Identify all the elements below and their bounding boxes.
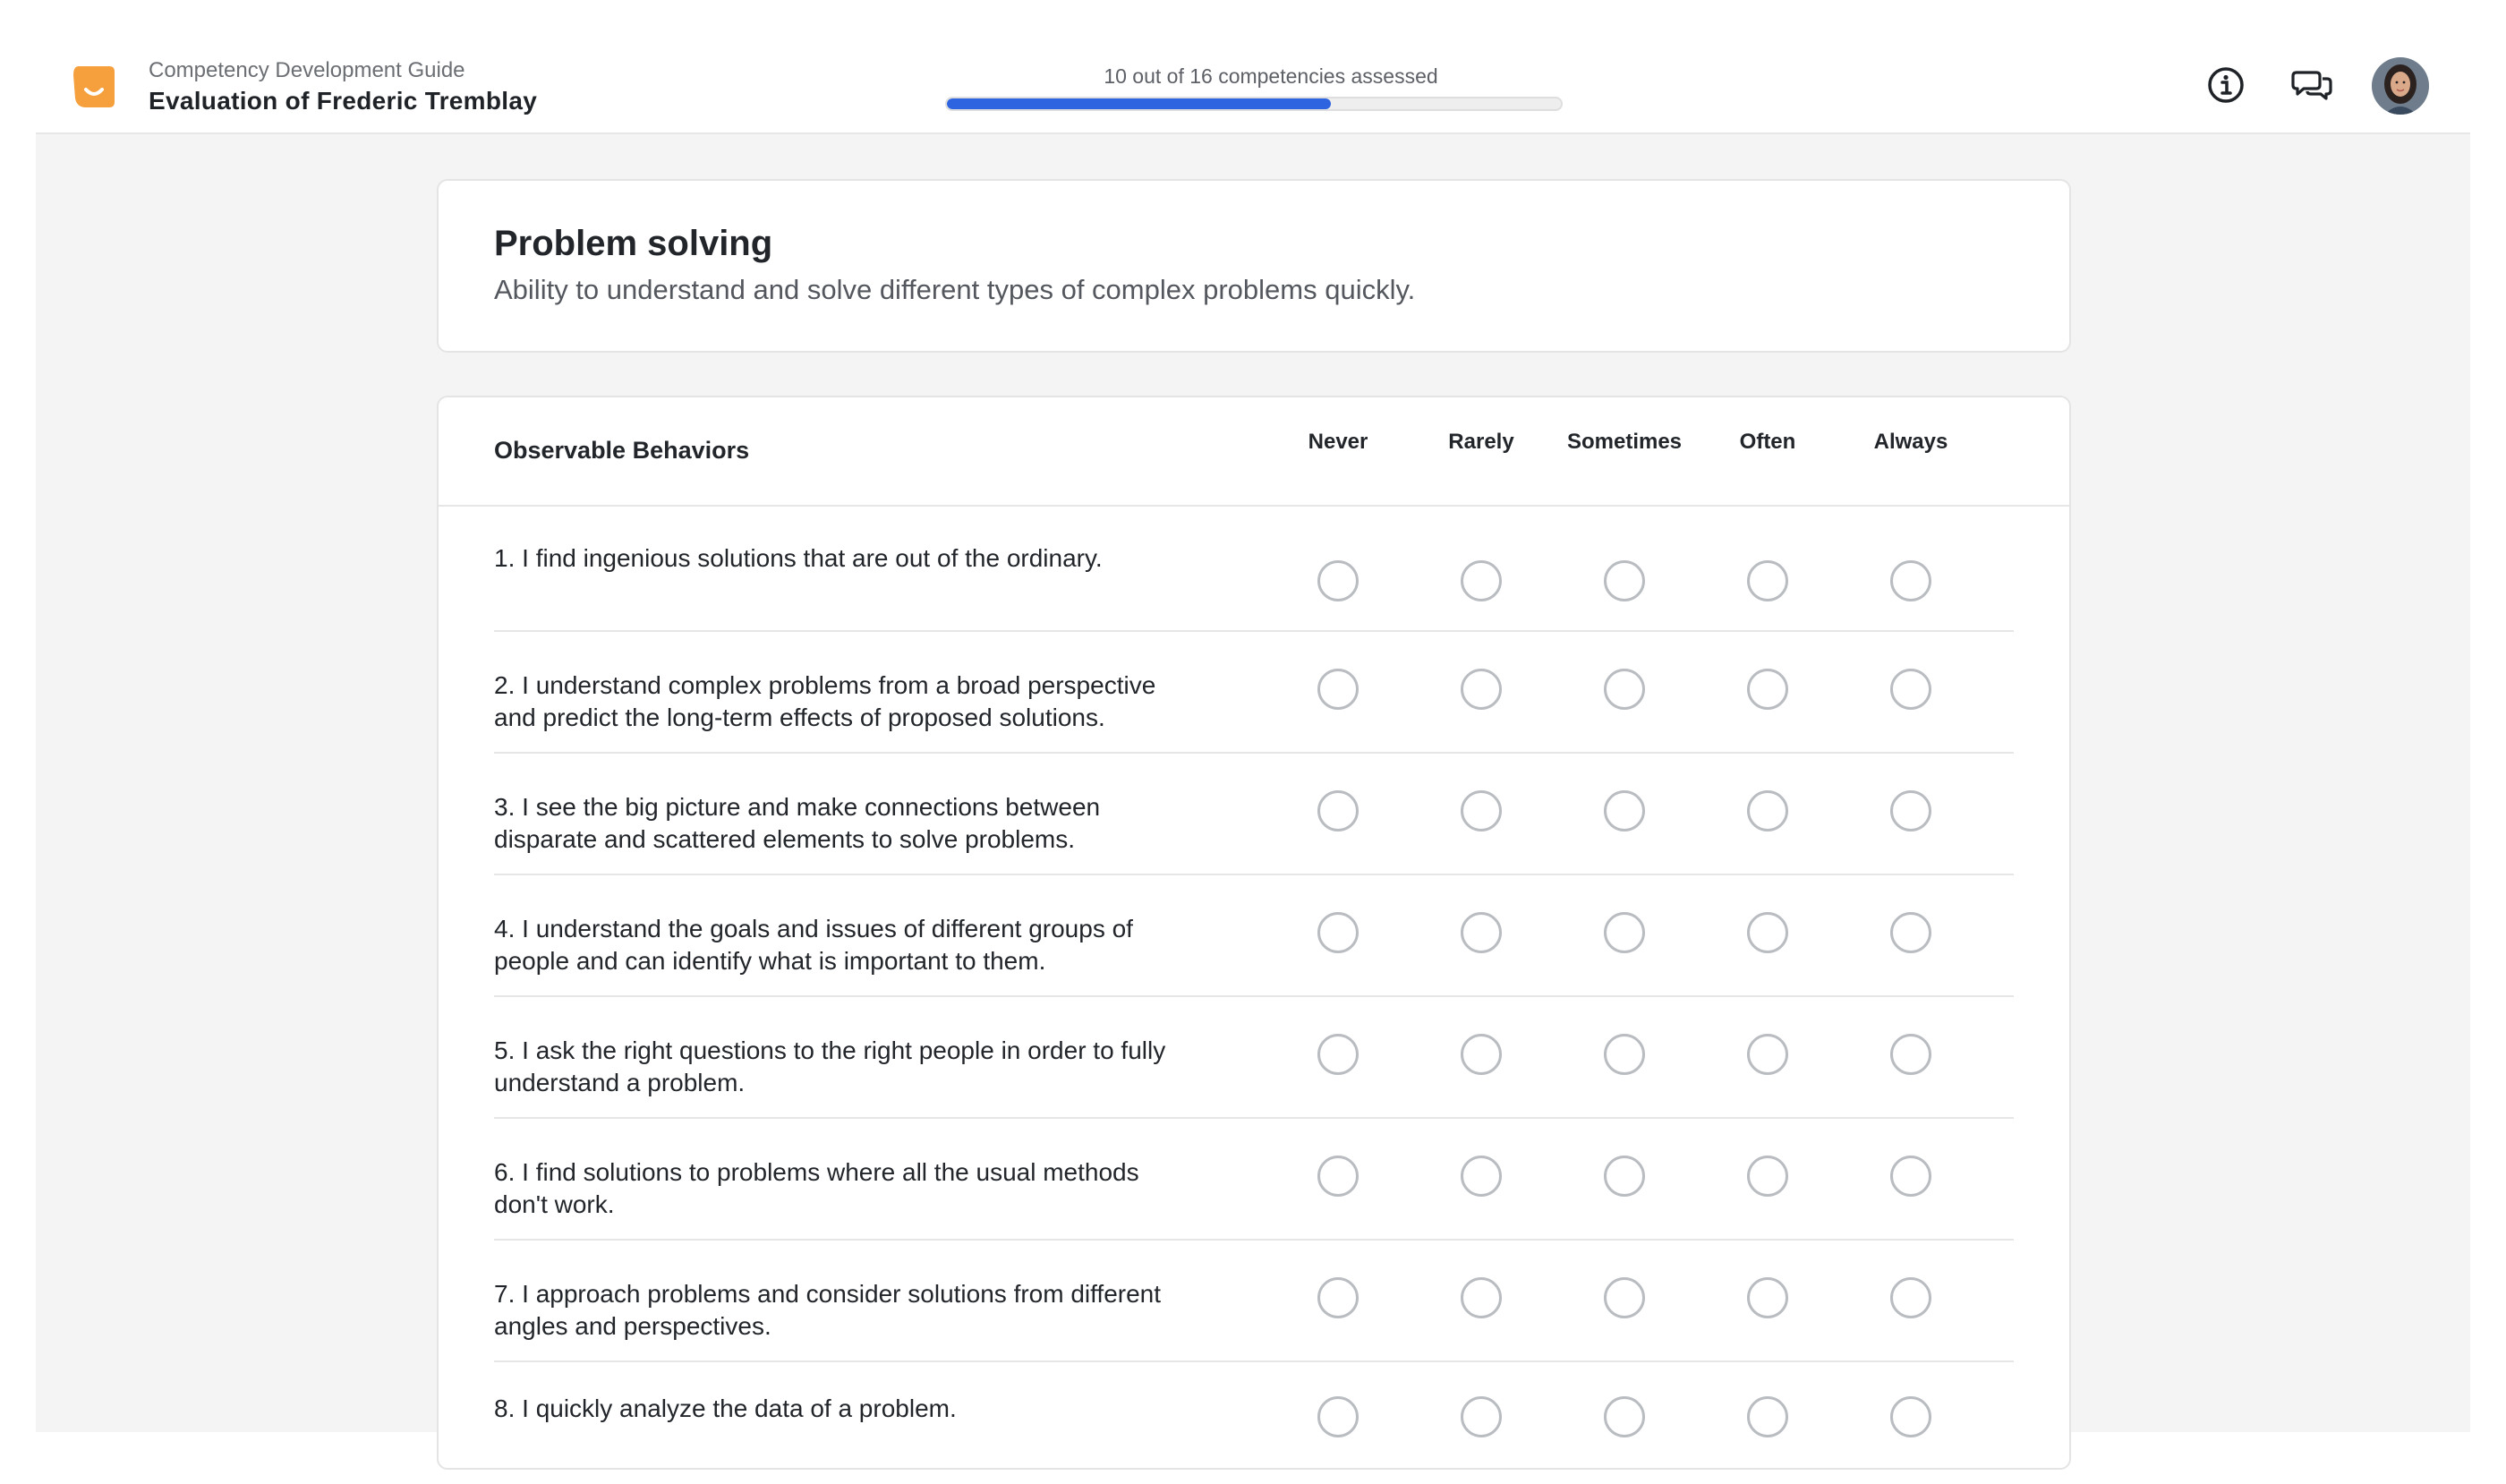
behavior-text <box>494 1156 1228 1221</box>
radio-never[interactable] <box>1317 790 1359 832</box>
radio-sometimes[interactable] <box>1604 1277 1645 1318</box>
competency-description: Ability to understand and solve different types of complex problems quickly. <box>494 274 1416 305</box>
radio-rarely[interactable] <box>1461 560 1502 601</box>
radio-sometimes[interactable] <box>1604 1034 1645 1075</box>
table-row <box>494 507 2014 632</box>
table-header <box>439 397 2069 507</box>
progress-bar-fill <box>947 98 1331 109</box>
column-rarely: Rarely <box>1448 430 1514 454</box>
radio-rarely[interactable] <box>1461 1156 1502 1197</box>
radio-sometimes[interactable] <box>1604 790 1645 832</box>
behavior-text-line: 6. I find solutions to problems where all the usual methods <box>494 1158 1139 1186</box>
behavior-text-line: 2. I understand complex problems from a broad perspective <box>494 671 1156 699</box>
top-bar <box>36 0 2470 134</box>
user-avatar[interactable] <box>2372 57 2429 115</box>
info-icon[interactable] <box>2205 64 2246 106</box>
radio-never[interactable] <box>1317 669 1359 710</box>
behavior-text <box>494 913 1228 977</box>
radio-rarely[interactable] <box>1461 1277 1502 1318</box>
competency-title: Problem solving <box>494 224 773 263</box>
table-row <box>494 875 2014 997</box>
radio-always[interactable] <box>1890 790 1931 832</box>
radio-always[interactable] <box>1890 560 1931 601</box>
radio-rarely[interactable] <box>1461 1034 1502 1075</box>
column-never: Never <box>1308 430 1368 454</box>
radio-sometimes[interactable] <box>1604 560 1645 601</box>
radio-often[interactable] <box>1747 1034 1788 1075</box>
radio-always[interactable] <box>1890 912 1931 953</box>
table-row <box>494 1119 2014 1241</box>
behavior-text-line: people and can identify what is important to them. <box>494 947 1046 975</box>
radio-never[interactable] <box>1317 560 1359 601</box>
behavior-text-line: 4. I understand the goals and issues of different groups of <box>494 915 1133 942</box>
radio-never[interactable] <box>1317 912 1359 953</box>
behavior-text-line: 1. I find ingenious solutions that are out of the ordinary. <box>494 544 1103 572</box>
behavior-text <box>494 1278 1228 1343</box>
radio-often[interactable] <box>1747 790 1788 832</box>
table-row <box>494 1362 2014 1484</box>
progress-label: 10 out of 16 competencies assessed <box>1104 64 1438 88</box>
radio-rarely[interactable] <box>1461 912 1502 953</box>
observable-behaviors-heading: Observable Behaviors <box>494 437 750 464</box>
logo-icon <box>73 63 115 109</box>
radio-sometimes[interactable] <box>1604 669 1645 710</box>
table-row <box>494 632 2014 754</box>
radio-sometimes[interactable] <box>1604 1156 1645 1197</box>
radio-always[interactable] <box>1890 1396 1931 1437</box>
radio-always[interactable] <box>1890 1156 1931 1197</box>
column-often: Often <box>1739 430 1796 454</box>
radio-never[interactable] <box>1317 1396 1359 1437</box>
behavior-text-line: understand a problem. <box>494 1069 746 1096</box>
competency-card <box>437 179 2071 353</box>
column-sometimes: Sometimes <box>1566 430 1683 454</box>
table-row <box>494 997 2014 1119</box>
column-always: Always <box>1873 430 1948 454</box>
guide-title: Competency Development Guide <box>149 58 465 82</box>
radio-sometimes[interactable] <box>1604 1396 1645 1437</box>
behavior-text <box>494 670 1228 734</box>
behavior-text-line: disparate and scattered elements to solve problems. <box>494 825 1076 853</box>
app-frame <box>36 0 2470 1432</box>
radio-always[interactable] <box>1890 1277 1931 1318</box>
radio-often[interactable] <box>1747 669 1788 710</box>
radio-often[interactable] <box>1747 1396 1788 1437</box>
behavior-text <box>494 1035 1228 1099</box>
evaluation-title: Evaluation of Frederic Tremblay <box>149 87 538 115</box>
progress-bar <box>945 97 1563 111</box>
radio-sometimes[interactable] <box>1604 912 1645 953</box>
radio-rarely[interactable] <box>1461 790 1502 832</box>
radio-always[interactable] <box>1890 1034 1931 1075</box>
radio-rarely[interactable] <box>1461 669 1502 710</box>
radio-never[interactable] <box>1317 1277 1359 1318</box>
behavior-text <box>494 542 1228 575</box>
behavior-text-line: 7. I approach problems and consider solutions from different <box>494 1280 1162 1308</box>
radio-never[interactable] <box>1317 1156 1359 1197</box>
radio-often[interactable] <box>1747 1277 1788 1318</box>
behavior-text-line: 3. I see the big picture and make connections between <box>494 793 1101 821</box>
behavior-text-line: 5. I ask the right questions to the right people in order to fully <box>494 1036 1166 1064</box>
behaviors-table <box>437 396 2071 1470</box>
radio-always[interactable] <box>1890 669 1931 710</box>
behavior-text-line: and predict the long-term effects of proposed solutions. <box>494 704 1105 731</box>
behavior-text-line: angles and perspectives. <box>494 1312 771 1340</box>
chat-icon[interactable] <box>2291 64 2332 106</box>
radio-often[interactable] <box>1747 560 1788 601</box>
radio-often[interactable] <box>1747 912 1788 953</box>
behavior-text-line: 8. I quickly analyze the data of a problem. <box>494 1394 957 1422</box>
radio-never[interactable] <box>1317 1034 1359 1075</box>
behavior-text-line: don't work. <box>494 1190 615 1218</box>
radio-often[interactable] <box>1747 1156 1788 1197</box>
table-row <box>494 1241 2014 1362</box>
behavior-text <box>494 1393 1228 1425</box>
table-row <box>494 754 2014 875</box>
behavior-text <box>494 791 1228 856</box>
radio-rarely[interactable] <box>1461 1396 1502 1437</box>
